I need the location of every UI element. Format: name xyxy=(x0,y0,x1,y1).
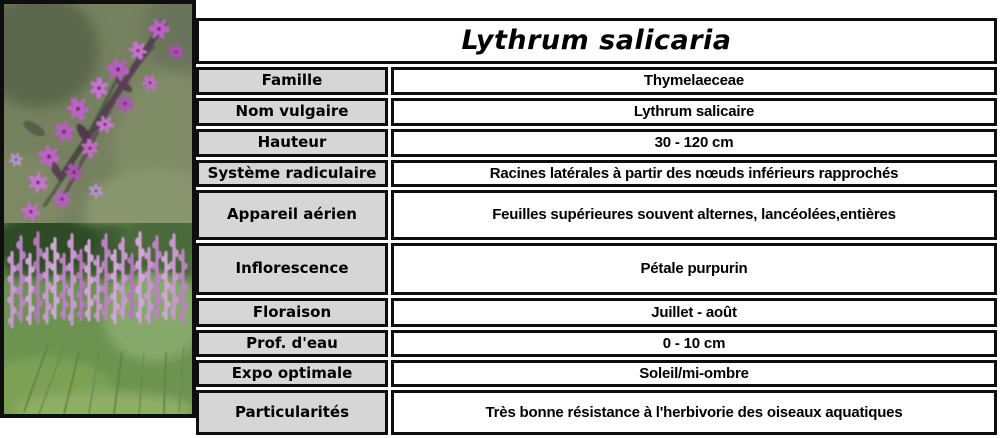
table-row xyxy=(196,390,997,435)
row-label-systeme-radiculaire: Système radiculaire xyxy=(196,160,388,187)
row-value-particularites: Très bonne résistance à l'herbivorie des oiseaux aquatiques xyxy=(391,390,997,435)
table-row xyxy=(196,190,997,240)
table-row xyxy=(196,98,997,126)
photo-panel xyxy=(0,0,196,418)
row-label-inflorescence: Inflorescence xyxy=(196,243,388,295)
row-value-inflorescence: Pétale purpurin xyxy=(391,243,997,295)
title-row xyxy=(196,18,997,64)
table-row xyxy=(196,129,997,157)
row-label-floraison: Floraison xyxy=(196,298,388,327)
meadow-illustration xyxy=(4,223,192,414)
plant-data-table xyxy=(196,18,997,438)
table-row xyxy=(196,330,997,357)
row-label-hauteur: Hauteur xyxy=(196,129,388,157)
table-row xyxy=(196,67,997,95)
row-value-hauteur: 30 - 120 cm xyxy=(391,129,997,157)
table-row xyxy=(196,360,997,387)
table-row xyxy=(196,160,997,187)
table-row xyxy=(196,243,997,295)
flower-closeup-photo xyxy=(4,4,192,223)
row-label-nom-vulgaire: Nom vulgaire xyxy=(196,98,388,126)
row-label-famille: Famille xyxy=(196,67,388,95)
row-label-particularites: Particularités xyxy=(196,390,388,435)
row-value-prof-eau: 0 - 10 cm xyxy=(391,330,997,357)
row-value-nom-vulgaire: Lythrum salicaire xyxy=(391,98,997,126)
flower-closeup-illustration xyxy=(4,4,192,223)
row-label-prof-eau: Prof. d'eau xyxy=(196,330,388,357)
row-label-expo-optimale: Expo optimale xyxy=(196,360,388,387)
row-label-appareil-aerien: Appareil aérien xyxy=(196,190,388,240)
row-value-floraison: Juillet - août xyxy=(391,298,997,327)
row-value-expo-optimale: Soleil/mi-ombre xyxy=(391,360,997,387)
row-value-systeme-radiculaire: Racines latérales à partir des nœuds inférieurs rapprochés xyxy=(391,160,997,187)
row-value-appareil-aerien: Feuilles supérieures souvent alternes, lancéolées,entières xyxy=(391,190,997,240)
table-row xyxy=(196,298,997,327)
page-title: Lythrum salicaria xyxy=(196,18,997,64)
meadow-photo xyxy=(4,223,192,414)
row-value-famille: Thymelaeceae xyxy=(391,67,997,95)
